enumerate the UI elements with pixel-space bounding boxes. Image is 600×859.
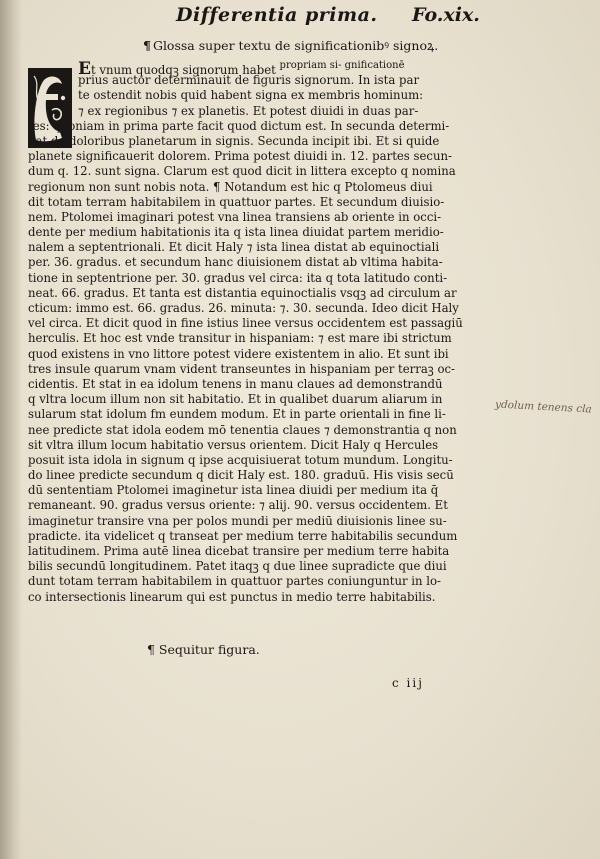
text-line: latitudinem. Prima autē linea dicebat transire per medium terre habita bbox=[28, 544, 450, 558]
text-line: nalem a septentrionali. Et dicit Haly ⁊ ista linea distat ab equinoctiali bbox=[28, 240, 440, 255]
text-line: te ostendit nobis quid habent signa ex membris hominum: bbox=[78, 88, 424, 103]
page-running-title: Differentia prima. bbox=[176, 4, 378, 26]
text-line: prius auctor determinauit de figuris signorum. In ista par bbox=[78, 73, 420, 88]
text-line: vel circa. Et dicit quod in fine istius linee versus occidentem est passagiū bbox=[28, 316, 463, 331]
text-line: sit vltra illum locum habitatio versus orientem. Dicit Haly q Hercules bbox=[28, 437, 439, 452]
text-line: remaneant. 90. gradus versus oriente: ⁊ alij. 90. versus occidentem. Et bbox=[28, 498, 448, 513]
text-line: tres insule quarum vnam vident transeuntes in hispaniam per terraꝫ oc- bbox=[28, 361, 456, 376]
text-line: sularum stat idolum fm eundem modum. Et in parte orientali in fine li- bbox=[28, 407, 446, 422]
text-line: nem. Ptolomei imaginari potest vna linea transiens ab oriente in occi- bbox=[28, 209, 442, 224]
text-line: imaginetur transire vna per polos mundi per mediū diuisionis linee su- bbox=[28, 513, 447, 528]
text-line: cidentis. Et stat in ea idolum tenens in manu claues ad demonstrandū bbox=[28, 376, 443, 391]
text-line: per. 36. gradus. et secundum hanc diuisionem distat ab vltima habita- bbox=[28, 255, 443, 270]
text-line: nat de doloribus planetarum in signis. Secunda incipit ibi. Et si quide bbox=[28, 133, 440, 148]
text-line: bilis secundū longitudinem. Patet itaqꝫ q due linee supradicte que diui bbox=[28, 559, 447, 574]
page-gutter-shadow bbox=[0, 0, 22, 859]
text-line: dit totam terram habitabilem in quattuor partes. Et secundum diuisio- bbox=[28, 194, 445, 209]
text-line: herculis. Et hoc est vnde transitur in hispaniam: ⁊ est mare ibi strictum bbox=[28, 331, 452, 346]
text-line: dum q. 12. sunt signa. Clarum est quod dicit in littera excepto q nomina bbox=[28, 164, 456, 179]
text-line: regionum non sunt nobis nota. ¶ Notandum est hic q Ptolomeus diui bbox=[28, 179, 433, 194]
text-line: ⁊ ex regionibus ⁊ ex planetis. Et potest diuidi in duas par- bbox=[78, 103, 419, 118]
text-line: cticum: immo est. 66. gradus. 26. minuta: ⁊. 30. secunda. Ideo dicit Haly bbox=[28, 301, 459, 315]
text-line: dente per medium habitationis ita q ista linea diuidat partem meridio- bbox=[28, 225, 444, 240]
signature-mark: c iij bbox=[392, 676, 424, 690]
text-line-first bbox=[78, 58, 490, 79]
text-line: q vltra locum illum non sit habitatio. Et in qualibet duarum aliarum in bbox=[28, 392, 443, 407]
text-line: dunt totam terram habitabilem in quattuor partes coniunguntur in lo- bbox=[28, 574, 441, 589]
text-line: neat. 66. gradus. Et tanta est distantia equinoctialis vsqꝫ ad circulum ar bbox=[28, 285, 457, 300]
text-line: tes: quoniam in prima parte facit quod dictum est. In secunda determi- bbox=[28, 118, 450, 133]
text-line: nee predicte stat idola eodem mō tenentia claues ⁊ demonstrantia q non bbox=[28, 422, 457, 437]
text-line: planete significauerit dolorem. Prima potest diuidi in. 12. partes secun- bbox=[28, 149, 452, 164]
text-line: tione in septentrione per. 30. gradus vel circa: ita q tota latitudo conti- bbox=[28, 270, 448, 285]
text-line: pradicte. ita videlicet q transeat per medium terre habitabilis secundum bbox=[28, 528, 458, 543]
text-line: co intersectionis linearum qui est punctus in medio terre habitabilis. bbox=[28, 589, 436, 604]
initial-letter-text: E bbox=[78, 59, 91, 79]
handwritten-marginal-note: ydolum tenens cla bbox=[494, 398, 593, 416]
sequitur-figura-caption: ¶ Sequitur figura. bbox=[147, 642, 260, 657]
gloss-heading-text: Glossa super textu de significationibꝰ signoꝝ. bbox=[152, 38, 439, 53]
pilcrow-icon: ¶ bbox=[143, 38, 151, 53]
first-line-text: t vnum quodqꝫ signorum habet bbox=[90, 63, 276, 77]
text-line: posuit ista idola in signum q ipse acquisiuerat totum mundum. Longitu- bbox=[28, 452, 453, 467]
gloss-body-text bbox=[28, 58, 490, 605]
first-line-superscript: propriam si- gnificationē bbox=[279, 60, 405, 71]
text-line: do linee predicte secundum q dicit Haly est. 180. graduū. His visis secū bbox=[28, 468, 454, 483]
text-line: dū sententiam Ptolomei imaginetur ista linea diuidi per medium ita q̄ bbox=[28, 483, 439, 498]
gloss-heading bbox=[143, 37, 438, 54]
folio-number: Fo.xix. bbox=[412, 4, 480, 26]
text-line: quod existens in vno littore potest videre existentem in alio. Et sunt ibi bbox=[28, 346, 449, 361]
